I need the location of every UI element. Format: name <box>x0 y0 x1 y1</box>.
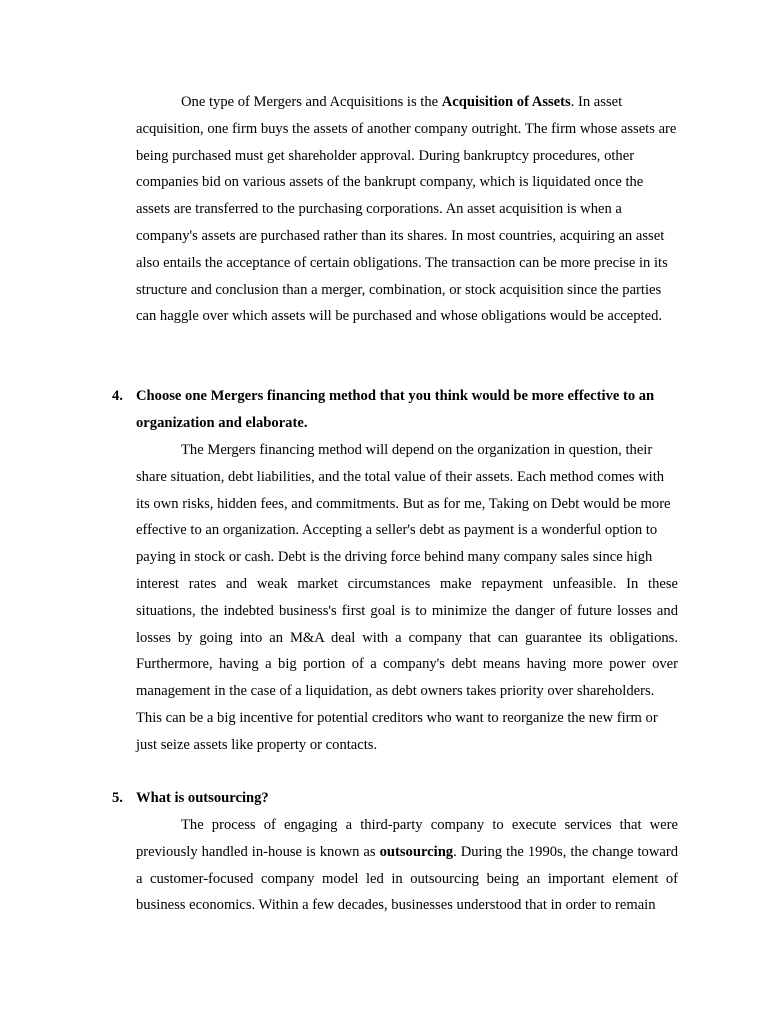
intro-bold-term: Acquisition of Assets <box>441 94 571 110</box>
intro-text-post: . In asset acquisition, one firm buys the assets of another company outright. The firm whose assets are being purchased must get shareholder approval. During bankruptcy procedures, other companies bid on various assets of the bankrupt company, which is liquidated once the assets are transferred to the purchasing corporations. An asset acquisition is when a company's assets are purchased rather than its shares. In most countries, acquiring an asset also entails the acceptance of certain obligations. The transaction can be more precise in its structure and conclusion than a merger, combination, or stock acquisition since the parties can haggle over which assets will be purchased and whose obligations would be accepted. <box>136 94 677 325</box>
section-5-answer-pre: The process of engaging a third-party company to execute services that were previously handled in-house is known as <box>136 817 678 860</box>
section-4-question: Choose one Mergers financing method that you think would be more effective to an organization and elaborate. <box>136 388 655 431</box>
section-4-answer-part-3: This can be a big incentive for potential creditors who want to reorganize the new firm or just seize assets like property or contacts. <box>136 710 658 753</box>
intro-paragraph <box>136 89 678 330</box>
section-4-answer-part-2: interest rates and weak market circumstances make repayment unfeasible. In these situations, the indebted business's first goal is to minimize the danger of future losses and losses by going into an M&A deal with a company that can guarantee its obligations. Furthermore, having a big portion of a company's debt means having more power over management in the case of a liquidation, as debt owners takes priority over shareholders. <box>136 576 678 700</box>
section-5-number: 5. <box>112 790 123 806</box>
outsourcing-bold-term: outsourcing <box>379 843 454 860</box>
section-5-answer <box>136 812 678 919</box>
section-4-number: 4. <box>112 388 123 404</box>
section-5-question: What is outsourcing? <box>136 790 269 806</box>
section-4-heading <box>112 383 678 437</box>
section-5-answer-post: . During the 1990s, the change toward a customer-focused company model led in outsourcing being an important element of business economics. Within a few decades, businesses understood that in order to remain <box>136 843 679 914</box>
section-4-answer-part-1: The Mergers financing method will depend on the organization in question, their share situation, debt liabilities, and the total value of their assets. Each method comes with its own risks, hidden fees, and commitments. But as for me, Taking on Debt would be more effective to an organization. Accepting a seller's debt as payment is a wonderful option to paying in stock or cash. Debt is the driving force behind many company sales since high <box>136 442 671 566</box>
intro-text-pre: One type of Mergers and Acquisitions is the <box>181 94 442 110</box>
section-5-heading <box>112 785 678 812</box>
